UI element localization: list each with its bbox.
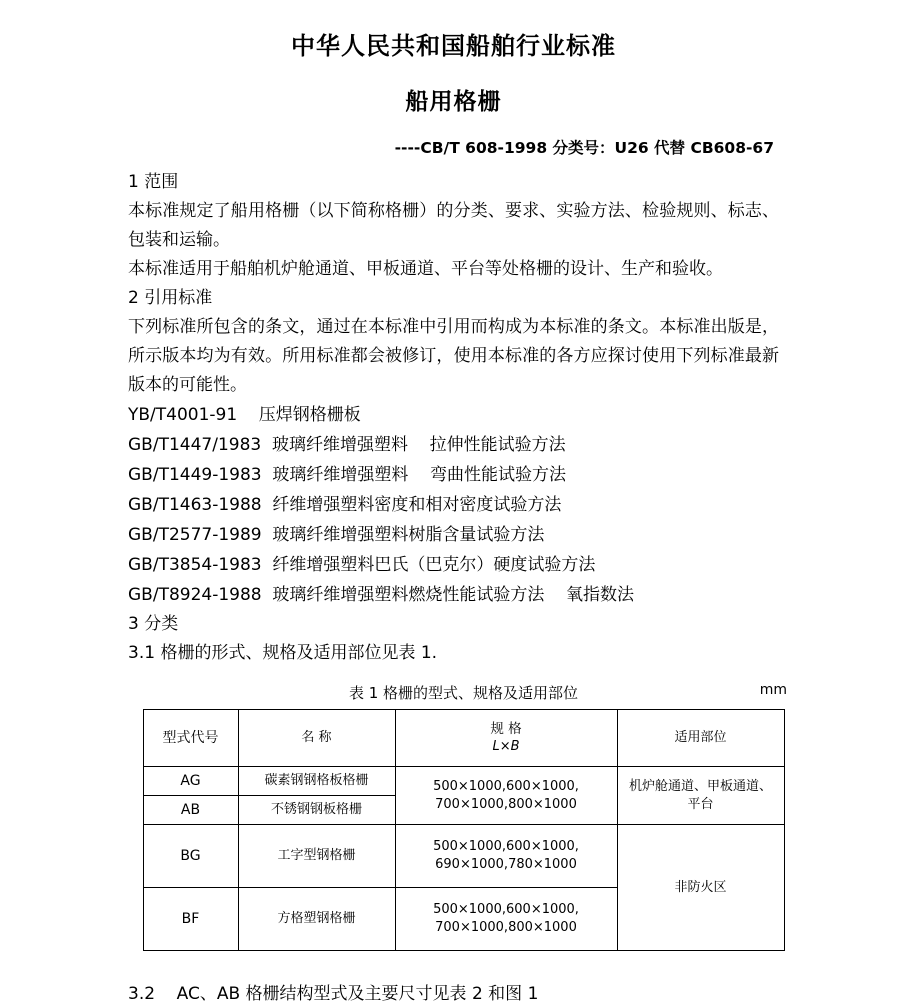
- spec-line: 500×1000,600×1000,: [433, 839, 579, 854]
- reference-item: GB/T1463-1988 纤维增强塑料密度和相对密度试验方法: [128, 495, 562, 515]
- table-1-unit: mm: [759, 682, 787, 698]
- spec-line: 500×1000,600×1000,: [433, 902, 579, 917]
- cell-code-bg: BG: [143, 825, 238, 888]
- table-row: [143, 767, 784, 796]
- section-3-1-text: 3.1 格栅的形式、规格及适用部位见表 1.: [128, 643, 438, 663]
- section-1-heading: 1 范围: [128, 172, 179, 192]
- spec-line: 700×1000,800×1000: [435, 920, 577, 935]
- spec-line: 690×1000,780×1000: [435, 857, 577, 872]
- spec-line: 700×1000,800×1000: [435, 796, 577, 812]
- cell-part-ag-ab: [617, 767, 784, 825]
- document-page: [0, 26, 907, 1004]
- cell-name-bf: 方格塑钢格栅: [238, 888, 395, 951]
- section-1-paragraph-1: 本标准规定了船用格栅（以下简称格栅）的分类、要求、实验方法、检验规则、标志、包装和运输。: [128, 201, 779, 250]
- standard-number-line: ----CB/T 608-1998 分类号：U26 代替 CB608-67: [394, 139, 774, 157]
- section-2-paragraph-1: 下列标准所包含的条文，通过在本标准中引用而构成为本标准的条文。本标准出版是，所示版本均为有效。所用标准都会被修订，使用本标准的各方应探讨使用下列标准最新版本的可能性。: [128, 317, 779, 395]
- part-line: 机炉舱通道、甲板通道、: [628, 778, 772, 794]
- table-1-caption-text: 表 1 格栅的型式、规格及适用部位: [348, 684, 579, 702]
- section-1-paragraph-2: 本标准适用于船舶机炉舱通道、甲板通道、平台等处格栅的设计、生产和验收。: [128, 259, 723, 279]
- header-cell-part: 适用部位: [617, 710, 784, 767]
- page-title: 中华人民共和国船舶行业标准: [291, 32, 616, 60]
- reference-item: GB/T3854-1983 纤维增强塑料巴氏（巴克尔）硬度试验方法: [128, 555, 596, 575]
- header-cell-spec-sub: L×B: [492, 739, 520, 754]
- section-3-2-text: 3.2 AC、AB 格栅结构型式及主要尺寸见表 2 和图 1: [128, 984, 539, 1004]
- document-body: [0, 168, 907, 668]
- cell-name-ab: 不锈钢钢板格栅: [238, 796, 395, 825]
- section-2-heading: 2 引用标准: [128, 288, 213, 308]
- cell-code-bf: BF: [143, 888, 238, 951]
- table-row: [143, 825, 784, 888]
- reference-item: GB/T1447/1983 玻璃纤维增强塑料 拉伸性能试验方法: [128, 435, 566, 455]
- header-cell-name: 名 称: [238, 710, 395, 767]
- part-line: 平台: [687, 796, 714, 812]
- table-header-row: [143, 710, 784, 767]
- page-subtitle: 船用格栅: [405, 89, 502, 115]
- header-cell-spec-main: 规 格: [490, 721, 522, 737]
- cell-code-ag: AG: [143, 767, 238, 796]
- spec-line: 500×1000,600×1000,: [433, 778, 579, 794]
- cell-spec-ag-ab: [395, 767, 617, 825]
- header-cell-code: 型式代号: [143, 710, 238, 767]
- reference-item: GB/T8924-1988 玻璃纤维增强塑料燃烧性能试验方法 氧指数法: [128, 585, 635, 605]
- cell-part-bg-bf: 非防火区: [617, 825, 784, 951]
- table-1: [143, 709, 785, 951]
- cell-name-bg: 工字型钢格栅: [238, 825, 395, 888]
- section-3-heading: 3 分类: [128, 614, 179, 634]
- table-1-container: [0, 682, 907, 951]
- cell-code-ab: AB: [143, 796, 238, 825]
- reference-item: YB/T4001-91 压焊钢格栅板: [128, 405, 361, 425]
- reference-item: GB/T1449-1983 玻璃纤维增强塑料 弯曲性能试验方法: [128, 465, 567, 485]
- cell-spec-bf: [395, 888, 617, 951]
- reference-item: GB/T2577-1989 玻璃纤维增强塑料树脂含量试验方法: [128, 525, 545, 545]
- header-cell-spec: [395, 710, 617, 767]
- cell-spec-bg: [395, 825, 617, 888]
- table-1-caption: [140, 682, 787, 703]
- cell-name-ag: 碳素钢钢格板格栅: [238, 767, 395, 796]
